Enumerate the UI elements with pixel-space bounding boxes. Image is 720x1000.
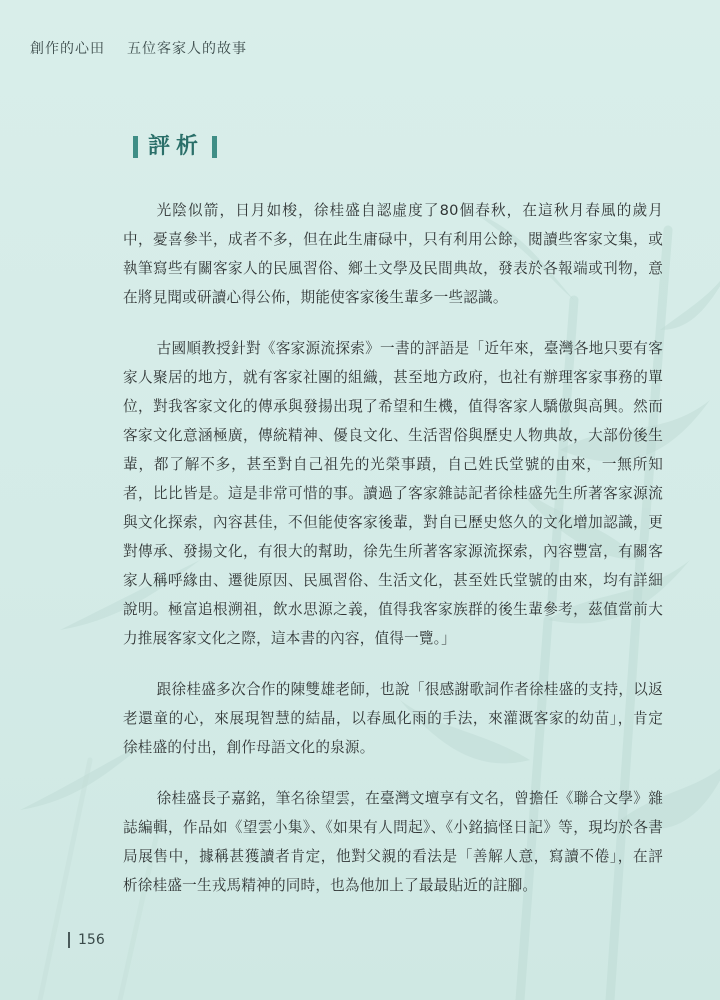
page-number-text: 156 [78,932,105,948]
page-number [68,932,105,948]
running-header [30,38,247,58]
page-number-bar [68,932,70,948]
paragraph: 古國順教授針對《客家源流探索》一書的評語是「近年來，臺灣各地只要有客家人聚居的地方，就有客家社團的組織，甚至地方政府，也社有辦理客家事務的單位，對我客家文化的傳承與發揚出現了希望和生機，值得客家人驕傲與高興。然而客家文化意涵極廣，傳統精神、優良文化、生活習俗與歷史人物典故，大部份後生輩，都了解不多，甚至對自己祖先的光榮事蹟，自己姓氏堂號的由來，一無所知者，比比皆是。這是非常可惜的事。讀過了客家雜誌記者徐桂盛先生所著客家源流與文化探索，內容甚佳，不但能使客家後輩，對自已歷史悠久的文化增加認識，更對傳承、發揚文化，有很大的幫助，徐先生所著客家源流探索，內容豐富，有關客家人稱呼緣由、遷徙原因、民風習俗、生活文化，甚至姓氏堂號的由來，均有詳細說明。極富追根溯祖，飲水思源之義，值得我客家族群的後生輩參考，茲值當前大力推展客家文化之際，這本書的內容，值得一覽。」 [123,340,663,647]
heading-title: 評析 [148,134,205,159]
section-heading [133,132,217,162]
paragraph: 徐桂盛長子嘉銘，筆名徐望雲，在臺灣文壇享有文名，曾擔任《聯合文學》雜誌編輯，作品如《望雲小集》、《如果有人問起》、《小銘搞怪日記》等，現均於各書局展售中，據稱甚獲讀者肯定，他對父親的看法是「善解人意，寫讀不倦」，在評析徐桂盛一生戎馬精神的同時，也為他加上了最最貼近的註腳。 [123,790,663,894]
book-title: 創作的心田 [30,41,105,57]
paragraph: 光陰似箭，日月如梭，徐桂盛自認虛度了80個春秋，在這秋月春風的歲月中，憂喜參半，成者不多，但在此生庸碌中，只有利用公餘，閱讀些客家文集，或執筆寫些有關客家人的民風習俗、鄉土文學及民間典故，發表於各報端或刊物，意在將見聞或研讀心得公佈，期能使客家後生輩多一些認識。 [123,202,663,306]
body-text [123,196,663,922]
heading-left-bar [133,136,138,158]
heading-right-bar [212,136,217,158]
section-title: 五位客家人的故事 [127,41,247,57]
paragraph: 跟徐桂盛多次合作的陳雙雄老師，也說「很感謝歌詞作者徐桂盛的支持，以返老還童的心，來展現智慧的結晶，以春風化雨的手法，來灌溉客家的幼苗」，肯定徐桂盛的付出，創作母語文化的泉源。 [123,681,663,756]
